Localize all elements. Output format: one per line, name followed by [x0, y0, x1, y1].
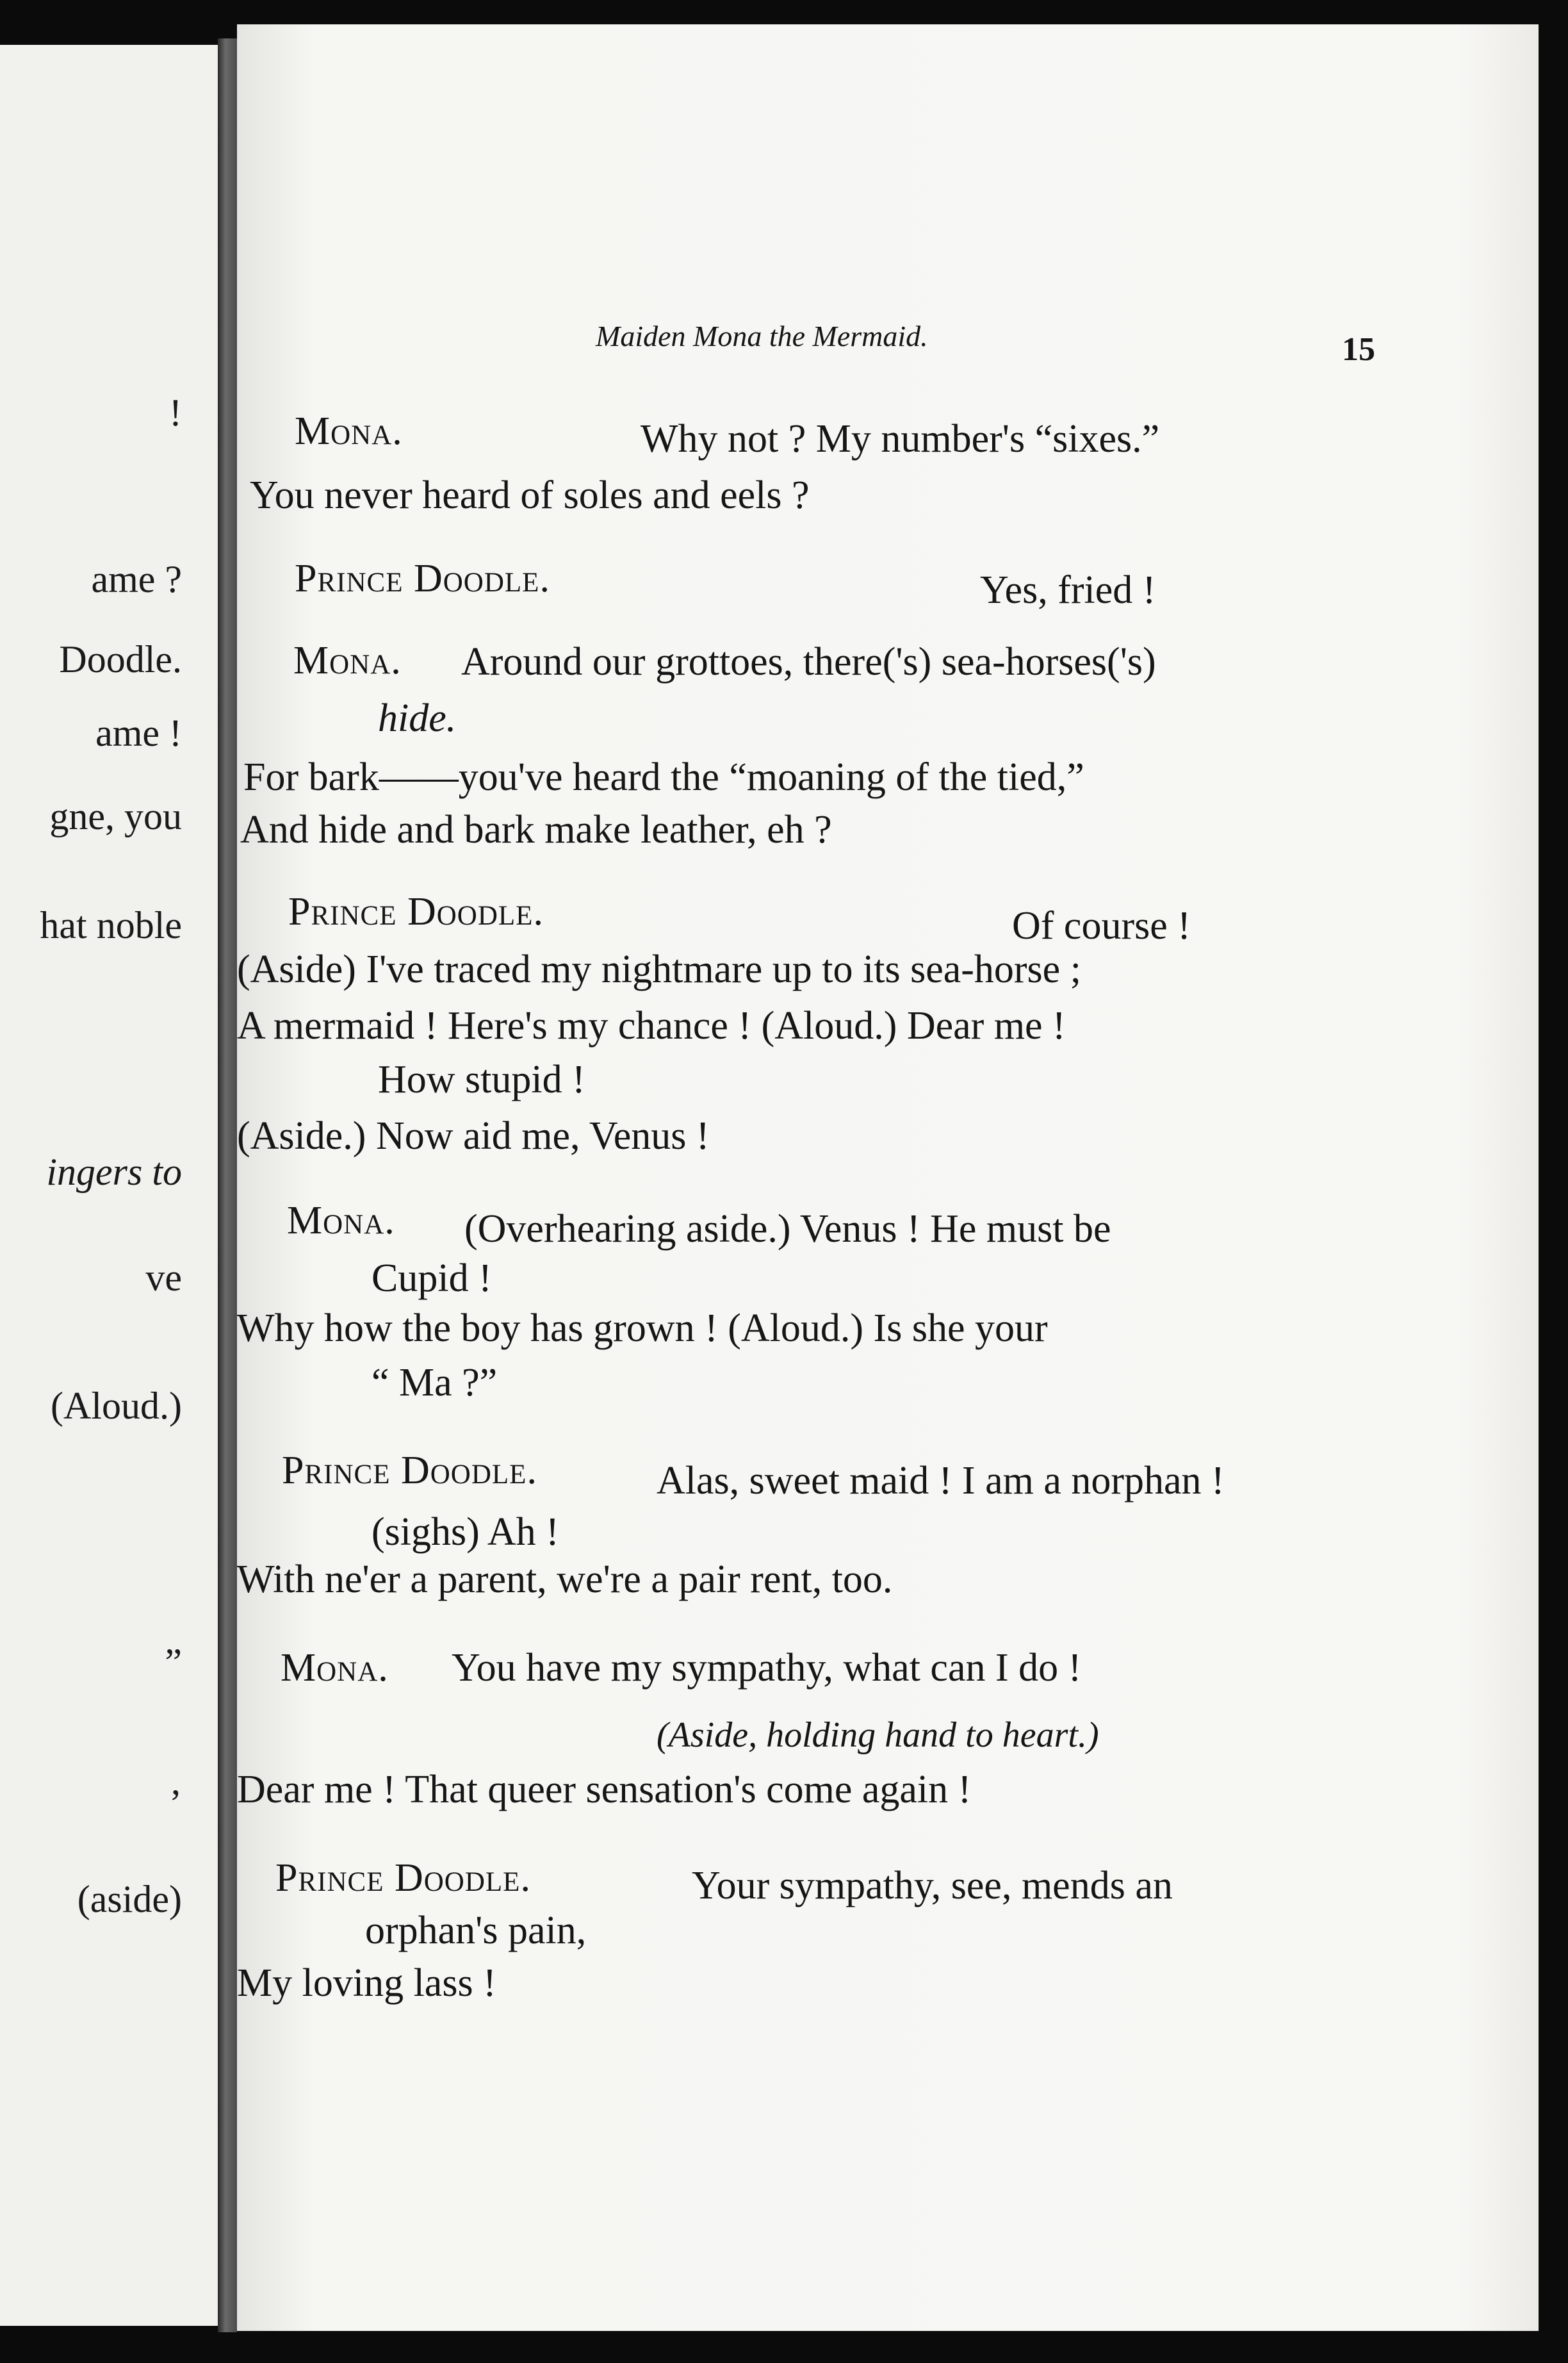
verse-line: (Overhearing aside.) Venus ! He must be	[464, 1207, 1111, 1251]
left-text-fragment: Doodle.	[59, 638, 182, 680]
speaker-name: Prince Doodle.	[295, 557, 550, 600]
left-text-fragment: ame !	[95, 712, 182, 754]
verse-line: Of course !	[1012, 904, 1191, 948]
left-page-fragment	[0, 45, 218, 2326]
left-text-fragment: ’	[169, 1782, 182, 1824]
verse-line: “ Ma ?”	[372, 1361, 498, 1404]
verse-line: Why how the boy has grown ! (Aloud.) Is she your	[237, 1306, 1048, 1350]
verse-line: You have my sympathy, what can I do !	[452, 1646, 1082, 1690]
verse-line: Around our grottoes, there('s) sea-horses('s)	[461, 640, 1156, 684]
verse-line: Dear me ! That queer sensation's come again !	[237, 1768, 972, 1811]
verse-line: For bark——you've heard the “moaning of the tied,”	[243, 755, 1084, 799]
speaker-name: Prince Doodle.	[275, 1856, 531, 1900]
stage-direction: (Aside, holding hand to heart.)	[657, 1715, 1099, 1755]
left-text-fragment: ”	[165, 1641, 182, 1683]
verse-line: (Aside) I've traced my nightmare up to its sea-horse ;	[237, 948, 1081, 991]
verse-line: How stupid !	[378, 1058, 585, 1101]
left-text-fragment: (aside)	[77, 1878, 182, 1920]
left-text-fragment: gne, you	[49, 795, 182, 837]
verse-line: With ne'er a parent, we're a pair rent, too.	[237, 1558, 893, 1601]
verse-line: And hide and bark make leather, eh ?	[240, 808, 832, 852]
verse-line: (Aside.) Now aid me, Venus !	[237, 1114, 710, 1158]
speaker-name: Mona.	[295, 409, 403, 453]
verse-line: Alas, sweet maid ! I am a norphan !	[657, 1459, 1225, 1503]
right-page	[237, 24, 1539, 2331]
left-text-fragment: ame ?	[91, 558, 182, 600]
left-text-fragment: ve	[145, 1256, 182, 1299]
speaker-name: Mona.	[287, 1199, 395, 1242]
verse-line: You never heard of soles and eels ?	[250, 473, 810, 517]
left-text-fragment: (Aloud.)	[51, 1385, 182, 1427]
verse-line: My loving lass !	[237, 1961, 496, 2005]
speaker-name: Prince Doodle.	[288, 890, 544, 934]
page-number: 15	[1342, 331, 1375, 368]
verse-line: Yes, fried !	[980, 568, 1156, 612]
verse-line: Why not ? My number's “sixes.”	[641, 417, 1160, 461]
left-text-fragment: !	[169, 391, 182, 434]
speaker-name: Mona.	[281, 1646, 389, 1690]
left-text-fragment: ingers to	[46, 1151, 182, 1193]
left-text-fragment: hat noble	[40, 904, 182, 946]
verse-line: orphan's pain,	[365, 1909, 587, 1952]
verse-line: A mermaid ! Here's my chance ! (Aloud.) Dear me !	[237, 1004, 1066, 1048]
verse-line: (sighs) Ah !	[372, 1510, 559, 1554]
verse-line: Your sympathy, see, mends an	[692, 1864, 1173, 1907]
speaker-name: Prince Doodle.	[282, 1449, 537, 1492]
running-title: Maiden Mona the Mermaid.	[596, 320, 928, 352]
book-gutter	[218, 38, 237, 2332]
speaker-name: Mona.	[293, 639, 402, 682]
verse-line: Cupid !	[372, 1256, 492, 1300]
verse-line: hide.	[378, 696, 457, 740]
